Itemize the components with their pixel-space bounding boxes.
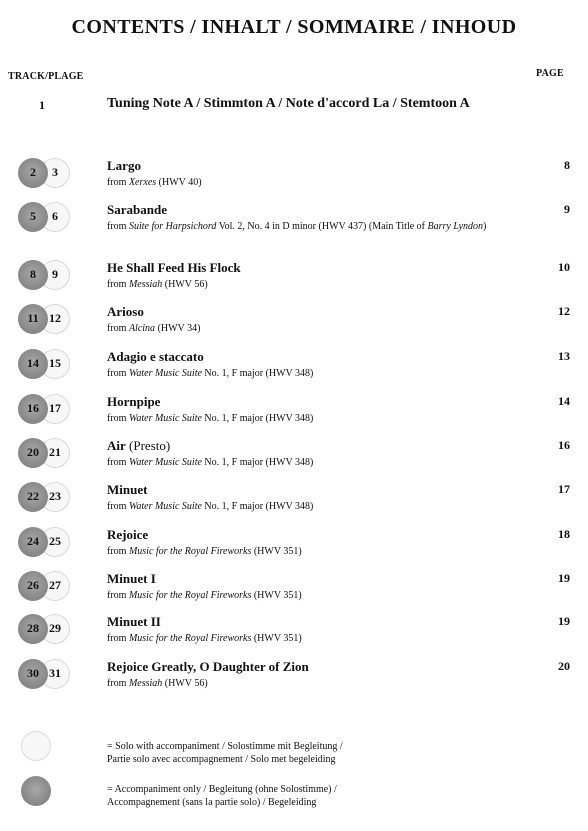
source-text: No. 1, F major (HWV 348) <box>201 457 314 468</box>
legend-solo-text <box>107 740 447 766</box>
page-column-header: PAGE <box>536 68 564 79</box>
track-number-solo: 28 <box>27 621 39 635</box>
page-number: 14 <box>558 394 570 408</box>
track-pair-icon <box>18 304 72 334</box>
track-number-accompaniment: 6 <box>52 209 58 223</box>
piece-title <box>107 614 161 630</box>
page-number: 17 <box>558 482 570 496</box>
source-text: from <box>107 368 129 379</box>
piece-title <box>107 482 147 498</box>
piece-source <box>107 632 527 646</box>
solo-with-accompaniment-icon <box>21 731 51 761</box>
source-text: (HWV 351) <box>251 633 302 644</box>
source-work-title: Water Music Suite <box>128 413 202 424</box>
contents-entry <box>0 260 588 304</box>
piece-title-text: Hornpipe <box>107 394 161 409</box>
track-pair-icon <box>18 394 72 424</box>
track-number-accompaniment: 15 <box>49 356 61 370</box>
track-number-solo: 20 <box>27 445 39 459</box>
source-text: No. 1, F major (HWV 348) <box>201 368 314 379</box>
piece-source <box>107 412 527 426</box>
source-text: from <box>107 633 129 644</box>
page-number: 10 <box>558 260 570 274</box>
source-text: (HWV 34) <box>155 323 201 334</box>
piece-source <box>107 456 527 470</box>
track-pair-icon <box>18 527 72 557</box>
piece-title <box>107 659 309 675</box>
contents-entry <box>0 482 588 526</box>
source-text: Vol. 2, No. 4 in D minor (HWV 437) (Main Title of <box>216 221 428 232</box>
track-number-accompaniment: 17 <box>49 401 61 415</box>
piece-title-text: Minuet I <box>107 571 156 586</box>
contents-entry <box>0 304 588 348</box>
contents-entry <box>0 571 588 615</box>
piece-title-text: Rejoice Greatly, O Daughter of Zion <box>107 659 309 674</box>
source-text: (HWV 56) <box>162 678 208 689</box>
source-work-title: Messiah <box>128 678 163 689</box>
page-number: 19 <box>558 614 570 628</box>
track-number-solo: 14 <box>27 356 39 370</box>
source-work-title: Barry Lyndon <box>427 221 484 232</box>
contents-entry <box>0 158 588 202</box>
contents-entry <box>0 394 588 438</box>
page-number: 8 <box>564 158 570 172</box>
legend-accompaniment-line-2: Accompagnement (sans la partie solo) / Begeleiding <box>107 797 317 808</box>
track-number-accompaniment: 27 <box>49 578 61 592</box>
piece-title <box>107 438 170 454</box>
contents-entry <box>0 527 588 571</box>
legend-accompaniment-line-1: = Accompaniment only / Begleitung (ohne Solostimme) / <box>107 784 337 795</box>
source-text: from <box>107 279 129 290</box>
track-number-solo: 16 <box>27 401 39 415</box>
source-work-title: Music for the Royal Fireworks <box>128 633 252 644</box>
piece-title-text: Sarabande <box>107 202 167 217</box>
piece-title-text: He Shall Feed His Flock <box>107 260 241 275</box>
contents-entry <box>0 202 588 246</box>
contents-entry <box>0 614 588 658</box>
piece-source <box>107 322 527 336</box>
source-text: No. 1, F major (HWV 348) <box>201 413 314 424</box>
source-text: from <box>107 323 129 334</box>
track-number-solo: 2 <box>30 165 36 179</box>
source-work-title: Suite for Harpsichord <box>128 221 217 232</box>
source-text: from <box>107 413 129 424</box>
track-number-solo: 24 <box>27 534 39 548</box>
source-text: (HWV 351) <box>251 590 302 601</box>
contents-entry <box>0 349 588 393</box>
accompaniment-only-icon <box>21 776 51 806</box>
page-number: 9 <box>564 202 570 216</box>
piece-source <box>107 367 527 381</box>
source-text: from <box>107 590 129 601</box>
track-number-accompaniment: 29 <box>49 621 61 635</box>
page-number: 16 <box>558 438 570 452</box>
track-number-solo: 11 <box>27 311 39 325</box>
piece-title <box>107 349 204 365</box>
track-number-accompaniment: 31 <box>49 666 61 680</box>
contents-entry <box>0 438 588 482</box>
track-pair-icon <box>18 571 72 601</box>
piece-title <box>107 158 141 174</box>
track-pair-icon <box>18 438 72 468</box>
piece-title <box>107 394 160 410</box>
track-number-accompaniment: 23 <box>49 489 61 503</box>
source-text: from <box>107 678 129 689</box>
legend-solo-line-1: = Solo with accompaniment / Solostimme mit Begleitung / <box>107 741 343 752</box>
source-text: (HWV 56) <box>162 279 208 290</box>
piece-title <box>107 571 156 587</box>
source-text: from <box>107 457 129 468</box>
page-number: 12 <box>558 304 570 318</box>
tuning-title: Tuning Note A / Stimmton A / Note d'accord La / Stemtoon A <box>107 96 470 111</box>
track-number-solo: 26 <box>27 578 39 592</box>
piece-title-text: Adagio e staccato <box>107 349 204 364</box>
piece-source <box>107 500 527 514</box>
source-work-title: Music for the Royal Fireworks <box>128 590 252 601</box>
page-number: 13 <box>558 349 570 363</box>
piece-title-text: Minuet <box>107 482 148 497</box>
source-text: (HWV 40) <box>156 177 202 188</box>
contents-entry <box>0 659 588 703</box>
track-number-accompaniment: 12 <box>49 311 61 325</box>
page-title: CONTENTS / INHALT / SOMMAIRE / INHOUD <box>71 16 517 38</box>
piece-title <box>107 527 148 543</box>
piece-title <box>107 260 241 276</box>
piece-source <box>107 176 527 190</box>
track-number-solo: 22 <box>27 489 39 503</box>
piece-source <box>107 545 527 559</box>
track-pair-icon <box>18 482 72 512</box>
source-work-title: Alcina <box>128 323 156 334</box>
track-number-accompaniment: 25 <box>49 534 61 548</box>
source-text: from <box>107 221 129 232</box>
legend-accompaniment-text <box>107 783 447 809</box>
track-pair-icon <box>18 659 72 689</box>
source-text: from <box>107 177 129 188</box>
piece-source <box>107 220 527 234</box>
source-work-title: Xerxes <box>128 177 157 188</box>
track-number-accompaniment: 9 <box>52 267 58 281</box>
track-pair-icon <box>18 202 72 232</box>
source-text: from <box>107 501 129 512</box>
tuning-track-number: 1 <box>39 98 45 112</box>
track-number-solo: 5 <box>30 209 36 223</box>
piece-source <box>107 677 527 691</box>
piece-source <box>107 589 527 603</box>
piece-source <box>107 278 527 292</box>
track-number-accompaniment: 3 <box>52 165 58 179</box>
source-work-title: Water Music Suite <box>128 457 202 468</box>
track-pair-icon <box>18 614 72 644</box>
source-work-title: Music for the Royal Fireworks <box>128 546 252 557</box>
piece-title-tempo: (Presto) <box>125 438 171 453</box>
piece-title-text: Rejoice <box>107 527 149 542</box>
track-number-solo: 30 <box>27 666 39 680</box>
track-number-accompaniment: 21 <box>49 445 61 459</box>
source-work-title: Water Music Suite <box>128 501 202 512</box>
source-work-title: Messiah <box>128 279 163 290</box>
track-pair-icon <box>18 349 72 379</box>
source-text: No. 1, F major (HWV 348) <box>201 501 314 512</box>
track-pair-icon <box>18 158 72 188</box>
page-number: 18 <box>558 527 570 541</box>
piece-title-text: Arioso <box>107 304 144 319</box>
page-number: 19 <box>558 571 570 585</box>
piece-title-text: Largo <box>107 158 141 173</box>
track-number-solo: 8 <box>30 267 36 281</box>
legend-solo-line-2: Partie solo avec accompagnement / Solo met begeleiding <box>107 754 336 765</box>
piece-title-text: Air <box>107 438 126 453</box>
track-pair-icon <box>18 260 72 290</box>
piece-title <box>107 304 144 320</box>
track-column-header: TRACK/PLAGE <box>8 71 84 82</box>
piece-title-text: Minuet II <box>107 614 161 629</box>
source-text: from <box>107 546 129 557</box>
piece-title <box>107 202 167 218</box>
source-text: ) <box>483 221 487 232</box>
source-work-title: Water Music Suite <box>128 368 202 379</box>
source-text: (HWV 351) <box>251 546 302 557</box>
page-number: 20 <box>558 659 570 673</box>
